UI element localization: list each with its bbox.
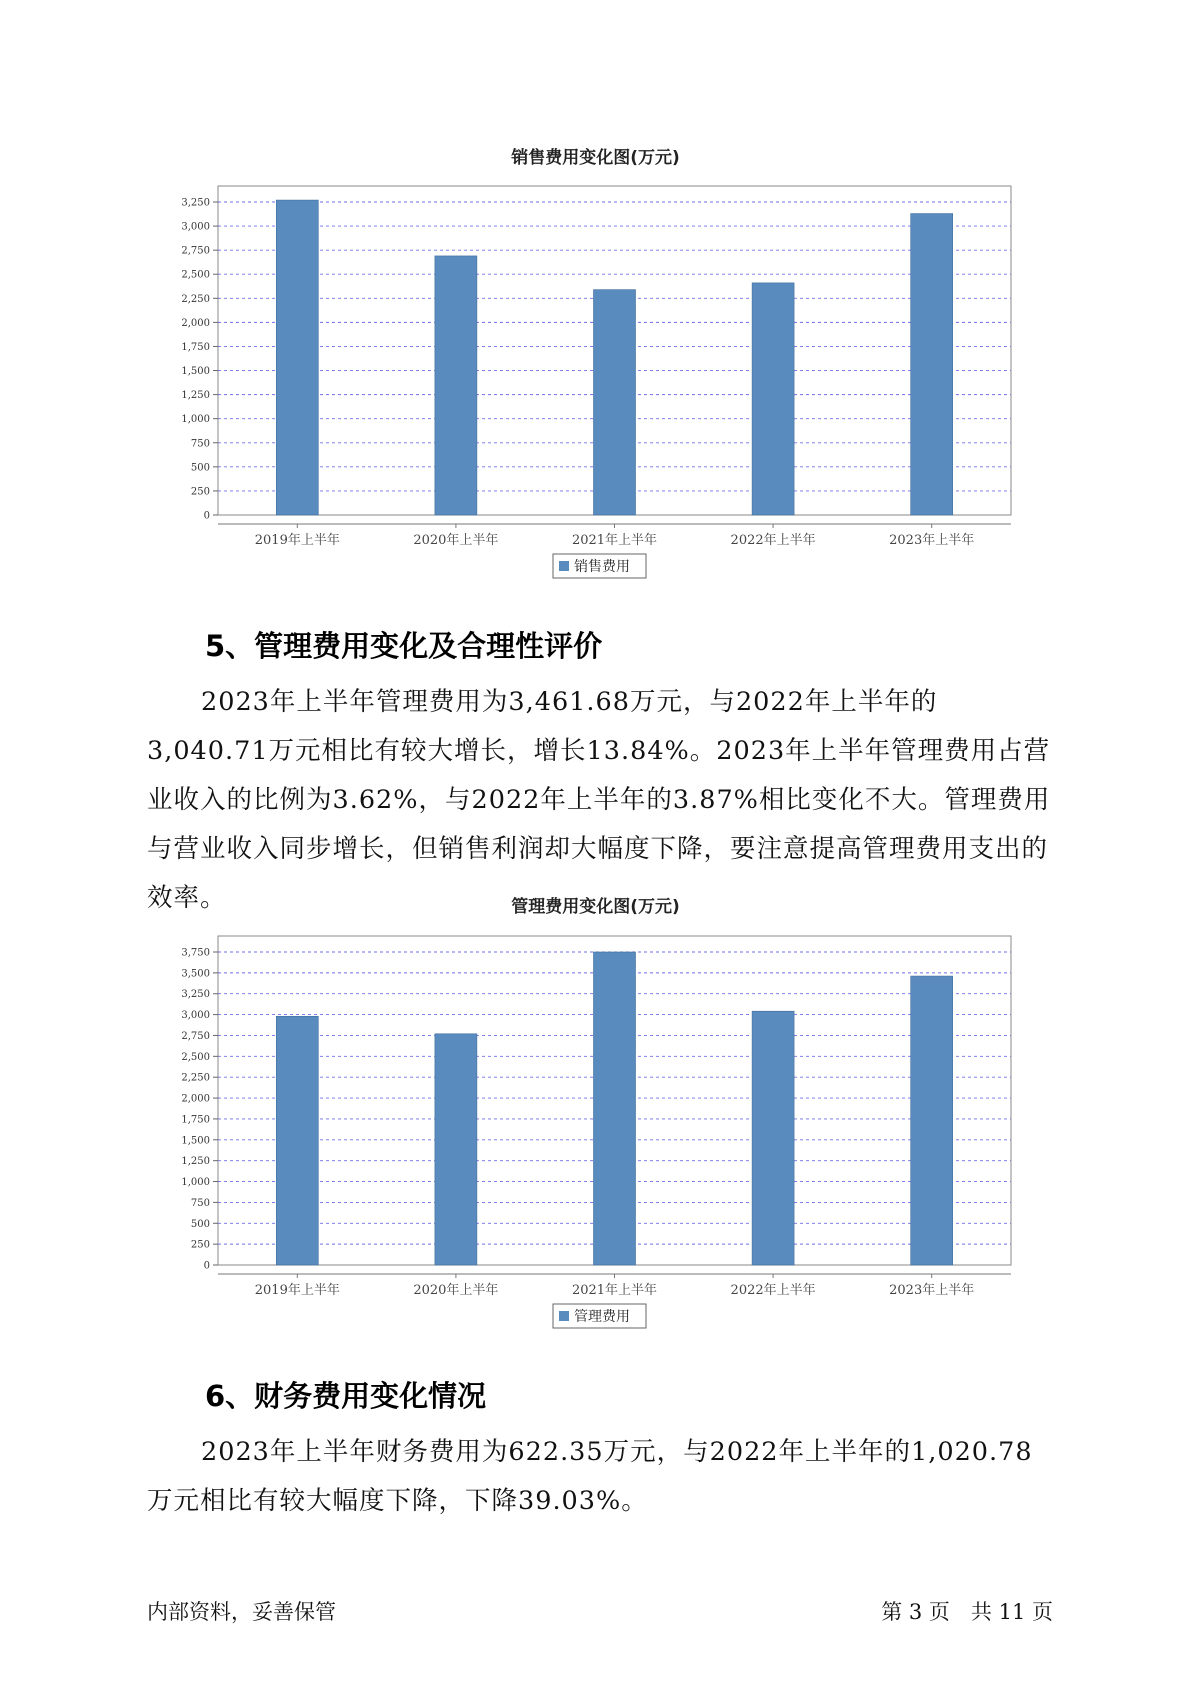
section-heading-6: 6、财务费用变化情况 [205, 1379, 487, 1413]
y-tick-label: 1,500 [181, 1135, 210, 1147]
chart-title-admin: 管理费用变化图(万元) [511, 897, 680, 917]
bar [435, 1034, 477, 1265]
bar [752, 1011, 794, 1265]
y-tick-label: 750 [190, 438, 210, 450]
y-tick-label: 0 [203, 510, 210, 522]
y-tick-label: 500 [190, 462, 210, 474]
bar [276, 1016, 318, 1265]
y-tick-label: 2,500 [181, 1051, 210, 1063]
y-tick-label: 1,750 [181, 341, 210, 353]
footer-page-number: 第 3 页 共 11 页 [881, 1600, 1053, 1624]
y-tick-label: 2,500 [181, 269, 210, 281]
y-tick-label: 500 [190, 1218, 210, 1230]
bar [594, 952, 636, 1265]
legend-label: 管理费用 [574, 1309, 630, 1325]
section-6-paragraph: 2023年上半年财务费用为622.35万元，与2022年上半年的1,020.78万元相比有较大幅度下降，下降39.03%。 [147, 1437, 1033, 1516]
y-tick-label: 2,000 [181, 317, 210, 329]
chart-title-sales: 销售费用变化图(万元) [511, 148, 680, 168]
y-tick-label: 2,000 [181, 1093, 210, 1105]
y-tick-label: 750 [190, 1197, 210, 1209]
y-tick-label: 250 [190, 486, 210, 498]
y-tick-label: 1,000 [181, 1177, 210, 1189]
legend-swatch [559, 1311, 569, 1321]
x-tick-label: 2023年上半年 [889, 533, 975, 548]
y-tick-label: 3,500 [181, 968, 210, 980]
x-tick-label: 2021年上半年 [571, 1283, 658, 1298]
y-tick-label: 1,500 [181, 366, 210, 378]
sales-expense-chart [0, 180, 1191, 600]
x-tick-label: 2020年上半年 [413, 533, 499, 548]
legend-swatch [559, 561, 569, 571]
y-tick-label: 0 [203, 1260, 210, 1272]
y-tick-label: 2,250 [181, 1072, 210, 1084]
admin-expense-chart [0, 930, 1191, 1350]
y-tick-label: 1,250 [181, 390, 210, 402]
legend-label: 销售费用 [574, 559, 630, 575]
bar [911, 976, 953, 1265]
bar [276, 200, 318, 515]
x-tick-label: 2022年上半年 [730, 533, 816, 548]
bar [435, 256, 477, 515]
y-tick-label: 3,000 [181, 1010, 210, 1022]
x-tick-label: 2019年上半年 [254, 1283, 340, 1298]
footer-confidential-note: 内部资料，妥善保管 [147, 1600, 336, 1624]
x-tick-label: 2019年上半年 [254, 533, 340, 548]
y-tick-label: 2,250 [181, 293, 210, 305]
y-tick-label: 2,750 [181, 245, 210, 257]
bar [594, 290, 636, 515]
y-tick-label: 3,250 [181, 197, 210, 209]
y-tick-label: 3,000 [181, 221, 210, 233]
y-tick-label: 1,750 [181, 1114, 210, 1126]
y-tick-label: 3,250 [181, 989, 210, 1001]
x-tick-label: 2020年上半年 [413, 1283, 499, 1298]
x-tick-label: 2021年上半年 [571, 533, 658, 548]
section-5-paragraph: 2023年上半年管理费用为3,461.68万元，与2022年上半年的3,040.71万元相比有较大增长，增长13.84%。2023年上半年管理费用占营业收入的比例为3.62%，与2022年上半年的3.87%相比变化不大。管理费用与营业收入同步增长，但销售利润却大幅度下降，要注意提高管理费用支出的效率。 [147, 687, 1051, 913]
y-tick-label: 1,250 [181, 1156, 210, 1168]
bar [752, 283, 794, 515]
section-heading-5: 5、管理费用变化及合理性评价 [205, 629, 603, 663]
y-tick-label: 2,750 [181, 1030, 210, 1042]
x-tick-label: 2023年上半年 [889, 1283, 975, 1298]
x-tick-label: 2022年上半年 [730, 1283, 816, 1298]
y-tick-label: 250 [190, 1239, 210, 1251]
y-tick-label: 1,000 [181, 414, 210, 426]
y-tick-label: 3,750 [181, 947, 210, 959]
bar [911, 214, 953, 515]
